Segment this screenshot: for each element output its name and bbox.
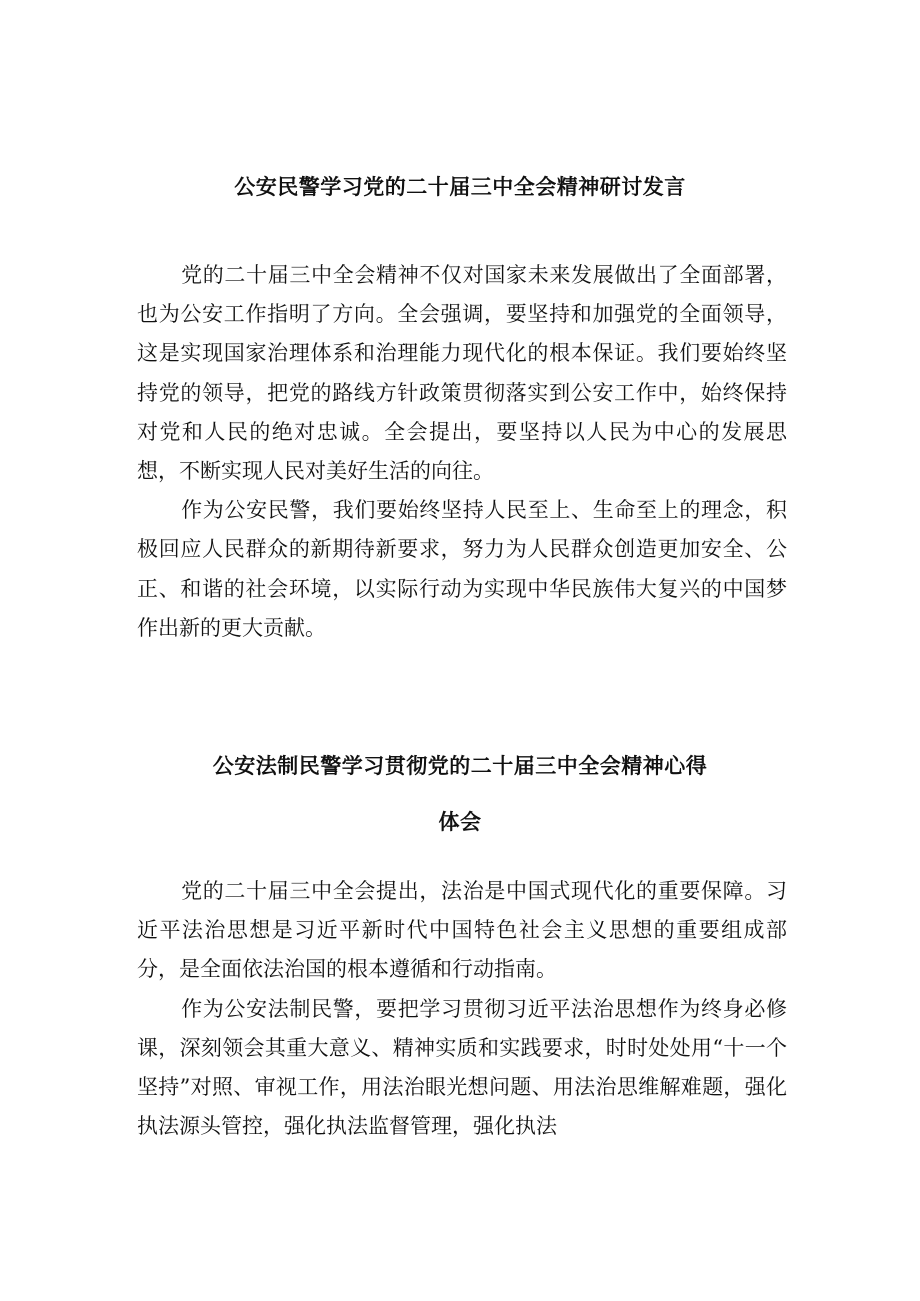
section-2-title-line-1: 公安法制民警学习贯彻党的二十届三中全会精神心得	[212, 754, 708, 778]
section-1-paragraph-1: 党的二十届三中全会精神不仅对国家未来发展做出了全面部署，也为公安工作指明了方向。全会强调，要坚持和加强党的全面领导，这是实现国家治理体系和治理能力现代化的根本保证。我们要始终坚持党的领导，把党的路线方针政策贯彻落实到公安工作中，始终保持对党和人民的绝对忠诚。全会提出，要坚持以人民为中心的发展思想，不断实现人民对美好生活的向往。	[137, 263, 787, 484]
section-1-body	[137, 256, 787, 648]
section-2-paragraph-1: 党的二十届三中全会提出，法治是中国式现代化的重要保障。习近平法治思想是习近平新时代中国特色社会主义思想的重要组成部分，是全面依法治国的根本遵循和行动指南。	[137, 879, 787, 982]
section-2-title-line-2: 体会	[438, 810, 482, 834]
section-2-title	[0, 738, 920, 850]
section-1-paragraph-2: 作为公安民警，我们要始终坚持人民至上、生命至上的理念，积极回应人民群众的新期待新要求，努力为人民群众创造更加安全、公正、和谐的社会环境，以实际行动为实现中华民族伟大复兴的中国梦作出新的更大贡献。	[137, 498, 787, 640]
section-1-title: 公安民警学习党的二十届三中全会精神研讨发言	[234, 175, 686, 199]
section-2-body	[137, 872, 787, 1146]
section-2-paragraph-2: 作为公安法制民警，要把学习贯彻习近平法治思想作为终身必修课，深刻领会其重大意义、精神实质和实践要求，时时处处用“十一个坚持”对照、审视工作，用法治眼光想问题、用法治思维解难题，强化执法源头管控，强化执法监督管理，强化执法	[137, 996, 787, 1139]
